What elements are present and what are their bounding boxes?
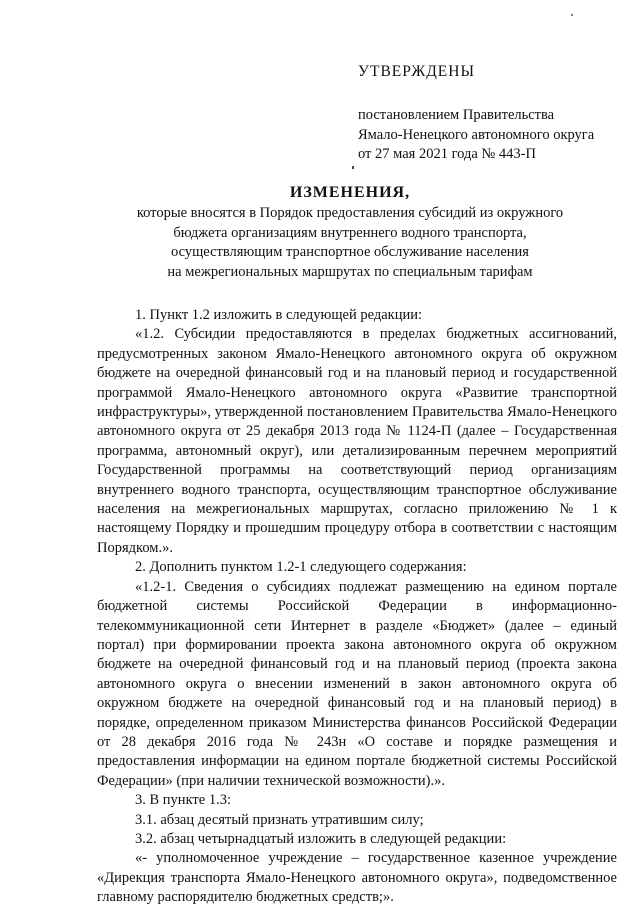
subtitle-line: осуществляющим транспортное обслуживание населения [171,244,529,260]
document-title: ИЗМЕНЕНИЯ, [289,184,411,201]
subtitle-line: на межрегиональных маршрутах по специальным тарифам [167,263,533,280]
paragraph-item-1-2-1: «1.2-1. Сведения о субсидиях подлежат размещению на едином портале бюджетной системы Российской Федерации в информационно-телекоммуникационной сети Интернет в разделе «Бюджет» (далее – единый портал) при формировании проекта закона автономного округа об окружном бюджете на очередной финансовый год и на плановый период (проекта закона автономного округа о внесении изменений в закон автономного округа об окружном бюджете на очередной финансовый год и на плановый период) в порядке, определенном приказом Министерства финансов Российской Федерации от 28 декабря 2016 года № 243н «О составе и порядке размещения и предоставления информации на едином портале бюджетной системы Российской Федерации» (при наличии технической возможности).». [97,578,617,789]
subtitle-line: бюджета организациям внутреннего водного транспорта, [173,224,527,241]
scan-speck [571,14,573,16]
paragraph-item-3-2: 3.2. абзац четырнадцатый изложить в следующей редакции: [135,830,507,847]
approval-title: УТВЕРЖДЕНЫ [358,63,475,80]
scan-speck [352,166,354,169]
approval-block [358,62,628,165]
paragraph-item-3-2-text: «- уполномоченное учреждение – государственное казенное учреждение «Дирекция транспорта Ямало-Ненецкого автономного округа», подведомственное главному распорядителю бюджетных средств;». [97,850,617,906]
paragraph-item-1-2: «1.2. Субсидии предоставляются в пределах бюджетных ассигнований, предусмотренных законом Ямало-Ненецкого автономного округа об окружном бюджете на очередной финансовый год и на плановый период и государственной программой Ямало-Ненецкого автономного округа «Развитие транспортной инфраструктуры», утвержденной постановлением Правительства Ямало-Ненецкого автономного округа от 25 декабря 2013 года № 1124-П (далее – Государственная программа, автономный округ), или детализированным перечнем мероприятий Государственной программы на соответствующий период организациям внутреннего водного транспорта, осуществляющим транспортное обслуживание населения на межрегиональных маршрутах, согласно приложению № 1 к настоящему Порядку и прошедшим процедуру отбора в соответствии с настоящим Порядком.». [97,326,617,556]
approval-line: Ямало-Ненецкого автономного округа [358,126,595,143]
paragraph-item-3-1: 3.1. абзац десятый признать утратившим силу; [135,811,424,828]
paragraph-item-3: 3. В пункте 1.3: [135,792,231,809]
document-body [97,306,617,908]
document-subtitle [60,204,640,282]
paragraph-item-2: 2. Дополнить пунктом 1.2-1 следующего содержания: [135,559,467,576]
subtitle-line: которые вносятся в Порядок предоставления субсидий из окружного [136,205,564,221]
approval-line: постановлением Правительства [358,107,555,123]
approval-line: от 27 мая 2021 года № 443-П [358,146,536,162]
paragraph-item-1: 1. Пункт 1.2 изложить в следующей редакции: [135,307,423,323]
